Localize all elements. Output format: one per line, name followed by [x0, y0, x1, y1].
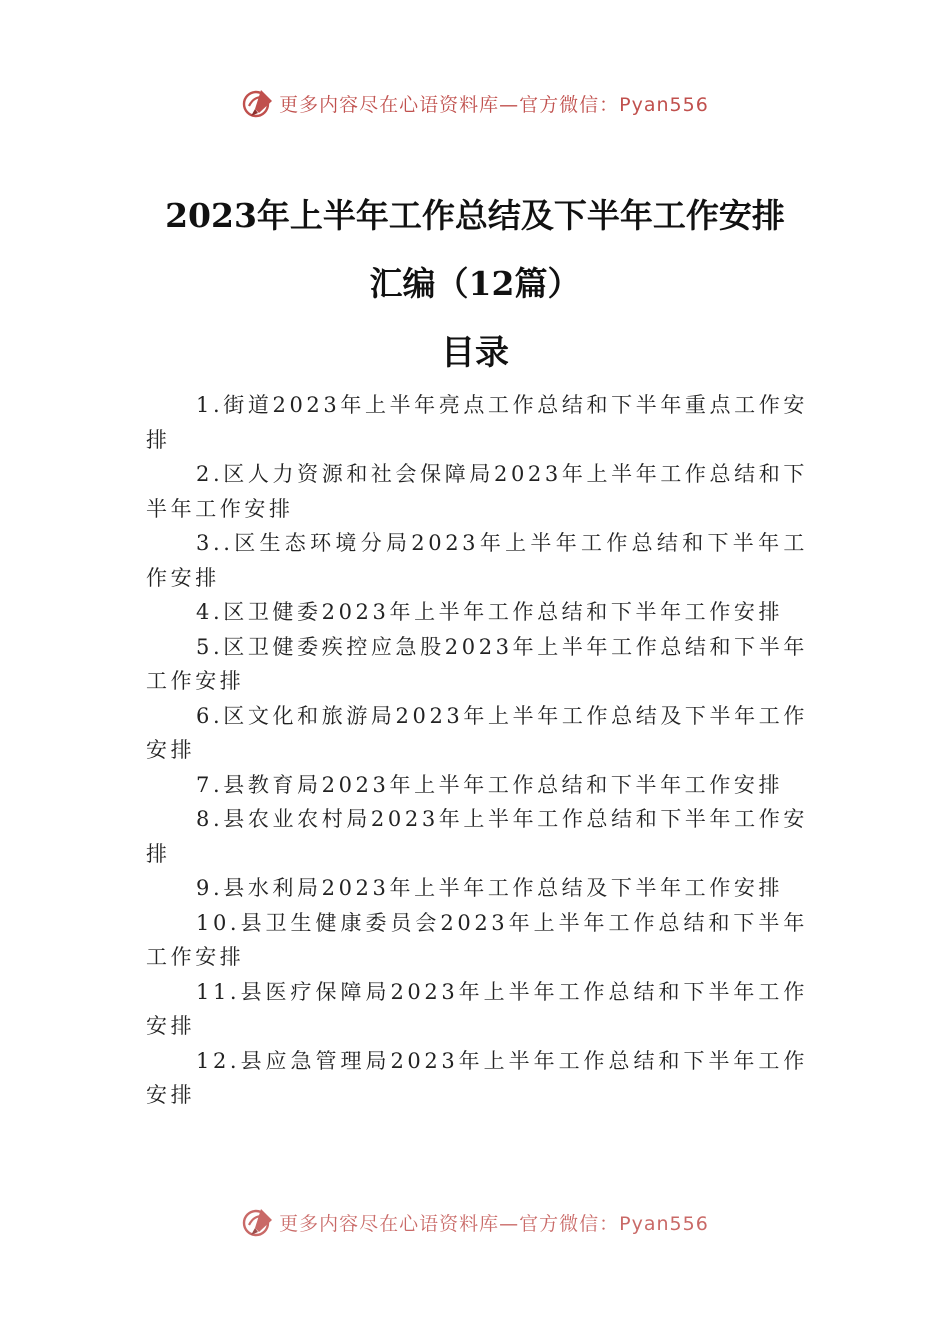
toc-item: 3..区生态环境分局2023年上半年工作总结和下半年工作安排 — [146, 531, 808, 590]
toc-heading: 目录 — [441, 333, 509, 373]
pen-seal-logo-icon — [241, 86, 275, 120]
toc-item: 1.街道2023年上半年亮点工作总结和下半年重点工作安排 — [146, 393, 808, 452]
header-watermark — [0, 86, 950, 120]
toc-item: 6.区文化和旅游局2023年上半年工作总结及下半年工作安排 — [146, 703, 808, 762]
toc-item: 9.县水利局2023年上半年工作总结及下半年工作安排 — [196, 876, 784, 900]
footer-watermark — [0, 1206, 950, 1238]
document-title-continued: 汇编（12篇） — [369, 264, 581, 303]
table-of-contents — [146, 388, 808, 1113]
document-title: 2023年上半年工作总结及下半年工作安排 — [165, 196, 785, 235]
toc-item: 5.区卫健委疾控应急股2023年上半年工作总结和下半年工作安排 — [146, 634, 808, 693]
toc-item: 7.县教育局2023年上半年工作总结和下半年工作安排 — [196, 772, 784, 797]
toc-item: 12.县应急管理局2023年上半年工作总结和下半年工作安排 — [146, 1048, 808, 1107]
toc-item: 10.县卫生健康委员会2023年上半年工作总结和下半年工作安排 — [146, 910, 808, 969]
watermark-text: 更多内容尽在心语资料库—官方微信：Pyan556 — [279, 93, 709, 116]
watermark-text: 更多内容尽在心语资料库—官方微信：Pyan556 — [279, 1212, 709, 1235]
pen-seal-logo-icon — [241, 1205, 275, 1239]
toc-item: 8.县农业农村局2023年上半年工作总结和下半年工作安排 — [146, 807, 808, 866]
toc-item: 2.区人力资源和社会保障局2023年上半年工作总结和下半年工作安排 — [146, 462, 808, 521]
toc-item: 4.区卫健委2023年上半年工作总结和下半年工作安排 — [196, 600, 784, 624]
toc-item: 11.县医疗保障局2023年上半年工作总结和下半年工作安排 — [146, 979, 808, 1038]
